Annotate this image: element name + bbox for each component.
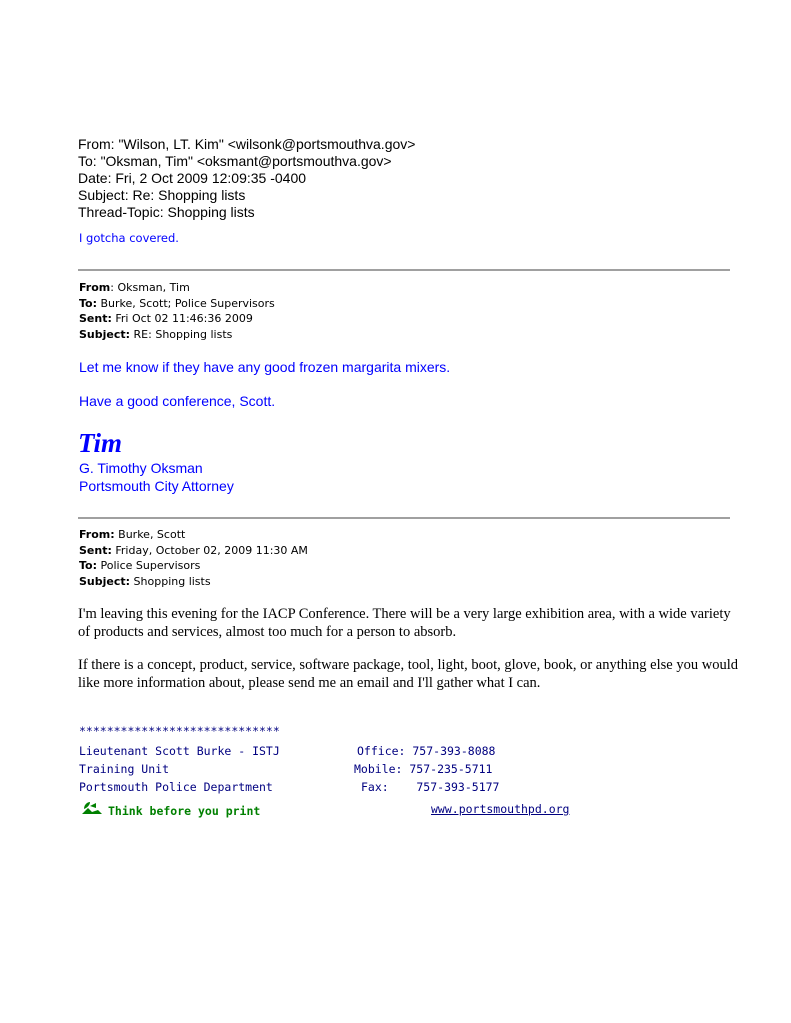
- to-value: Police Supervisors: [97, 559, 201, 572]
- sent-label: Sent:: [79, 543, 112, 557]
- message-header: [78, 136, 415, 221]
- signature-office-phone: Office: 757-393-8088: [357, 744, 496, 758]
- reply-text: I gotcha covered.: [79, 231, 179, 245]
- signature-department: Portsmouth Police Department: [79, 780, 273, 794]
- sent-value: Fri Oct 02 11:46:36 2009: [111, 312, 253, 325]
- sent-label: Sent:: [79, 312, 112, 325]
- to-label: To:: [79, 296, 97, 310]
- from-value: : Oksman, Tim: [110, 281, 190, 294]
- quoted-header-2: [79, 527, 308, 589]
- body-paragraph-2: If there is a concept, product, service, software package, tool, light, boot, glove, book, or anything else you would like more information about, please send me an email and I'll gather what I can.: [78, 657, 738, 691]
- body-line-1: Let me know if they have any good frozen margarita mixers.: [79, 359, 451, 375]
- header-date: Date: Fri, 2 Oct 2009 12:09:35 -0400: [78, 170, 307, 186]
- to-value: Burke, Scott; Police Supervisors: [97, 296, 275, 310]
- from-label: From: [79, 281, 111, 294]
- tree-print-icon: [80, 800, 104, 821]
- from-label: From:: [79, 528, 115, 541]
- think-before-print: [80, 800, 260, 821]
- divider-1: [78, 269, 730, 271]
- header-to: To: "Oksman, Tim" <oksmant@portsmouthva.gov>: [78, 153, 392, 169]
- signature-mobile-phone: Mobile: 757-235-5711: [354, 762, 493, 776]
- subject-label: Subject:: [79, 574, 131, 588]
- from-value: Burke, Scott: [114, 528, 186, 541]
- header-from: From: "Wilson, LT. Kim" <wilsonk@portsmouthva.gov>: [78, 136, 416, 152]
- quoted-header-1: [79, 280, 275, 342]
- signature-unit: Training Unit: [79, 762, 170, 776]
- signature-info: [79, 460, 234, 495]
- website-link[interactable]: www.portsmouthpd.org: [431, 802, 570, 816]
- header-subject: Subject: Re: Shopping lists: [78, 187, 246, 203]
- subject-value: RE: Shopping lists: [130, 327, 233, 341]
- subject-label: Subject:: [79, 327, 131, 341]
- signature-name: Tim: [78, 428, 122, 458]
- signature-officer-name: Lieutenant Scott Burke - ISTJ: [79, 744, 280, 758]
- sent-value: Friday, October 02, 2009 11:30 AM: [111, 543, 308, 557]
- think-text: Think before you print: [108, 803, 261, 818]
- signature-fax: Fax: 757-393-5177: [361, 780, 500, 794]
- header-thread-topic: Thread-Topic: Shopping lists: [78, 204, 255, 220]
- divider-2: [78, 517, 730, 519]
- signature-stars: *****************************: [79, 724, 280, 738]
- signature-full-name: G. Timothy Oksman: [79, 460, 203, 476]
- to-label: To:: [79, 559, 97, 572]
- body-paragraph-1: I'm leaving this evening for the IACP Conference. There will be a very large exhibition area, with a wide variety of products and services, almost too much for a person to absorb.: [78, 606, 731, 640]
- body-line-2: Have a good conference, Scott.: [79, 393, 276, 409]
- subject-value: Shopping lists: [130, 574, 211, 588]
- signature-title: Portsmouth City Attorney: [79, 477, 234, 494]
